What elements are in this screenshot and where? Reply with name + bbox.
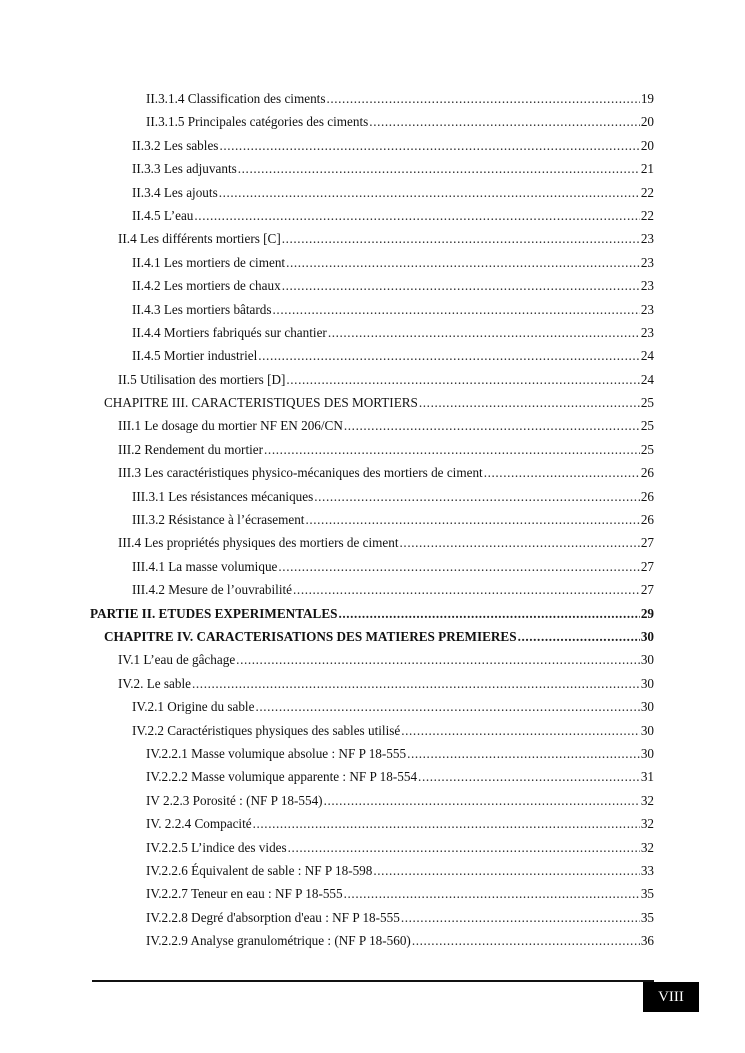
toc-entry-page: 32 bbox=[640, 816, 654, 832]
toc-entry-title: IV. 2.2.4 Compacité bbox=[146, 816, 252, 832]
toc-entry[interactable] bbox=[118, 672, 654, 695]
toc-entry-page: 20 bbox=[640, 114, 654, 130]
toc-dot-leader bbox=[400, 531, 640, 554]
toc-dot-leader bbox=[253, 812, 640, 835]
toc-entry[interactable] bbox=[146, 836, 654, 859]
toc-entry[interactable] bbox=[146, 812, 654, 835]
footer-rule bbox=[92, 980, 654, 982]
toc-entry-page: 27 bbox=[640, 582, 654, 598]
toc-entry[interactable] bbox=[132, 134, 654, 157]
toc-entry-title: III.1 Le dosage du mortier NF EN 206/CN bbox=[118, 418, 343, 434]
toc-entry[interactable] bbox=[146, 742, 654, 765]
toc-dot-leader bbox=[219, 134, 639, 157]
toc-entry[interactable] bbox=[146, 87, 654, 110]
toc-entry[interactable] bbox=[132, 321, 654, 344]
toc-entry-page: 30 bbox=[640, 722, 654, 738]
toc-entry[interactable] bbox=[146, 929, 654, 952]
toc-entry-page: 25 bbox=[640, 418, 654, 434]
toc-entry[interactable] bbox=[132, 508, 654, 531]
toc-entry-title: IV.2.1 Origine du sable bbox=[132, 699, 255, 715]
toc-entry-title: II.3.2 Les sables bbox=[132, 137, 219, 153]
toc-entry[interactable] bbox=[118, 368, 654, 391]
toc-entry[interactable] bbox=[90, 602, 654, 625]
toc-entry[interactable] bbox=[132, 298, 654, 321]
toc-entry[interactable] bbox=[132, 485, 654, 508]
toc-entry[interactable] bbox=[146, 859, 654, 882]
toc-entry-title: IV.2.2.9 Analyse granulométrique : (NF P 18-560) bbox=[146, 933, 411, 949]
toc-entry-title: IV.2. Le sable bbox=[118, 675, 191, 691]
toc-entry-title: CHAPITRE IV. CARACTERISATIONS DES MATIERES PREMIERES bbox=[104, 628, 517, 644]
toc-dot-leader bbox=[194, 204, 639, 227]
toc-entry-page: 21 bbox=[640, 161, 654, 177]
toc-dot-leader bbox=[401, 719, 640, 742]
toc-entry[interactable] bbox=[104, 391, 654, 414]
toc-entry-title: II.3.4 Les ajouts bbox=[132, 184, 218, 200]
toc-entry-title: II.5 Utilisation des mortiers [D] bbox=[118, 371, 286, 387]
toc-entry[interactable] bbox=[118, 648, 654, 671]
toc-dot-leader bbox=[282, 227, 640, 250]
toc-entry-page: 24 bbox=[640, 371, 654, 387]
toc-entry-title: IV.2.2.7 Teneur en eau : NF P 18-555 bbox=[146, 886, 343, 902]
toc-entry[interactable] bbox=[118, 531, 654, 554]
toc-entry-title: III.4 Les propriétés physiques des mortiers de ciment bbox=[118, 535, 399, 551]
toc-entry-page: 33 bbox=[640, 862, 654, 878]
toc-entry[interactable] bbox=[146, 765, 654, 788]
toc-dot-leader bbox=[219, 181, 640, 204]
toc-entry-title: IV.2.2.8 Degré d'absorption d'eau : NF P 18-555 bbox=[146, 909, 400, 925]
toc-entry-page: 29 bbox=[640, 605, 654, 621]
toc-entry-title: II.3.3 Les adjuvants bbox=[132, 161, 237, 177]
toc-dot-leader bbox=[278, 555, 639, 578]
toc-entry[interactable] bbox=[132, 274, 654, 297]
toc-entry[interactable] bbox=[132, 204, 654, 227]
toc-dot-leader bbox=[282, 274, 640, 297]
toc-dot-leader bbox=[314, 485, 640, 508]
toc-entry[interactable] bbox=[146, 882, 654, 905]
toc-entry[interactable] bbox=[132, 181, 654, 204]
toc-entry-page: 23 bbox=[640, 324, 654, 340]
toc-dot-leader bbox=[305, 508, 639, 531]
toc-entry-title: IV.1 L’eau de gâchage bbox=[118, 652, 236, 668]
toc-entry-page: 26 bbox=[640, 512, 654, 528]
toc-entry-title: II.4.5 L’eau bbox=[132, 207, 194, 223]
toc-dot-leader bbox=[344, 414, 640, 437]
toc-entry[interactable] bbox=[104, 625, 654, 648]
toc-dot-leader bbox=[373, 859, 639, 882]
toc-entry[interactable] bbox=[118, 227, 654, 250]
toc-entry-page: 23 bbox=[640, 278, 654, 294]
toc-entry[interactable] bbox=[132, 719, 654, 742]
toc-entry-page: 36 bbox=[640, 933, 654, 949]
table-of-contents bbox=[0, 87, 745, 952]
toc-dot-leader bbox=[192, 672, 640, 695]
toc-entry-title: IV 2.2.3 Porosité : (NF P 18-554) bbox=[146, 792, 323, 808]
toc-dot-leader bbox=[258, 344, 640, 367]
toc-entry-page: 27 bbox=[640, 535, 654, 551]
toc-dot-leader bbox=[286, 368, 639, 391]
toc-entry-title: II.4.1 Les mortiers de ciment bbox=[132, 254, 286, 270]
toc-entry-title: CHAPITRE III. CARACTERISTIQUES DES MORTIERS bbox=[104, 395, 418, 411]
toc-entry-page: 30 bbox=[640, 652, 654, 668]
toc-entry-title: II.4.3 Les mortiers bâtards bbox=[132, 301, 272, 317]
toc-entry-title: PARTIE II. ETUDES EXPERIMENTALES bbox=[90, 605, 338, 621]
toc-dot-leader bbox=[264, 438, 640, 461]
toc-entry-title: II.4.4 Mortiers fabriqués sur chantier bbox=[132, 324, 327, 340]
toc-entry-title: IV.2.2.5 L’indice des vides bbox=[146, 839, 287, 855]
toc-entry[interactable] bbox=[132, 344, 654, 367]
toc-dot-leader bbox=[236, 648, 640, 671]
toc-entry[interactable] bbox=[118, 414, 654, 437]
toc-entry-title: III.3.1 Les résistances mécaniques bbox=[132, 488, 314, 504]
toc-entry[interactable] bbox=[118, 438, 654, 461]
toc-entry-title: IV.2.2.2 Masse volumique apparente : NF P 18-554 bbox=[146, 769, 418, 785]
toc-entry-page: 22 bbox=[640, 184, 654, 200]
toc-entry-title: IV.2.2.1 Masse volumique absolue : NF P 18-555 bbox=[146, 745, 407, 761]
toc-entry-title: III.4.1 La masse volumique bbox=[132, 558, 278, 574]
toc-entry-page: 30 bbox=[640, 628, 654, 644]
toc-entry-page: 19 bbox=[640, 91, 654, 106]
toc-entry-page: 20 bbox=[640, 137, 654, 153]
page-number: VIII bbox=[643, 982, 699, 1012]
toc-entry-title: II.4.5 Mortier industriel bbox=[132, 348, 258, 364]
toc-dot-leader bbox=[326, 87, 639, 110]
toc-entry[interactable] bbox=[132, 251, 654, 274]
toc-dot-leader bbox=[412, 929, 640, 952]
toc-entry-page: 30 bbox=[640, 745, 654, 761]
toc-dot-leader bbox=[288, 836, 640, 859]
toc-entry-page: 25 bbox=[640, 395, 654, 411]
toc-entry-page: 31 bbox=[640, 769, 654, 785]
toc-dot-leader bbox=[286, 251, 640, 274]
toc-dot-leader bbox=[324, 789, 640, 812]
toc-entry[interactable] bbox=[132, 157, 654, 180]
toc-entry-title: IV.2.2 Caractéristiques physiques des sables utilisé bbox=[132, 722, 401, 738]
toc-entry-title: III.3.2 Résistance à l’écrasement bbox=[132, 512, 305, 528]
toc-entry[interactable] bbox=[146, 906, 654, 929]
toc-entry-page: 23 bbox=[640, 254, 654, 270]
toc-entry-page: 27 bbox=[640, 558, 654, 574]
toc-dot-leader bbox=[344, 882, 640, 905]
toc-entry-page: 25 bbox=[640, 441, 654, 457]
toc-entry[interactable] bbox=[146, 789, 654, 812]
toc-entry-title: III.3 Les caractéristiques physico-mécaniques des mortiers de ciment bbox=[118, 465, 483, 481]
toc-dot-leader bbox=[338, 602, 639, 625]
toc-entry-title: II.4.2 Les mortiers de chaux bbox=[132, 278, 281, 294]
toc-entry-title: IV.2.2.6 Équivalent de sable : NF P 18-598 bbox=[146, 862, 373, 878]
toc-entry[interactable] bbox=[118, 461, 654, 484]
toc-dot-leader bbox=[419, 391, 640, 414]
toc-dot-leader bbox=[238, 157, 640, 180]
toc-dot-leader bbox=[369, 110, 640, 133]
toc-dot-leader bbox=[484, 461, 640, 484]
toc-entry-page: 30 bbox=[640, 675, 654, 691]
toc-entry[interactable] bbox=[146, 110, 654, 133]
toc-dot-leader bbox=[293, 578, 640, 601]
toc-entry-page: 23 bbox=[640, 231, 654, 247]
toc-dot-leader bbox=[273, 298, 640, 321]
toc-dot-leader bbox=[255, 695, 639, 718]
toc-dot-leader bbox=[401, 906, 640, 929]
toc-entry-title: III.2 Rendement du mortier bbox=[118, 441, 264, 457]
toc-entry-title: II.3.1.5 Principales catégories des ciments bbox=[146, 114, 369, 130]
toc-entry[interactable] bbox=[132, 555, 654, 578]
toc-entry-page: 24 bbox=[640, 348, 654, 364]
toc-entry-page: 35 bbox=[640, 909, 654, 925]
toc-dot-leader bbox=[518, 625, 640, 648]
toc-entry-title: III.4.2 Mesure de l’ouvrabilité bbox=[132, 582, 293, 598]
toc-entry-page: 22 bbox=[640, 207, 654, 223]
toc-entry-page: 35 bbox=[640, 886, 654, 902]
toc-entry-page: 23 bbox=[640, 301, 654, 317]
toc-entry-page: 26 bbox=[640, 465, 654, 481]
toc-entry[interactable] bbox=[132, 695, 654, 718]
toc-entry-page: 32 bbox=[640, 839, 654, 855]
toc-entry-title: II.4 Les différents mortiers [C] bbox=[118, 231, 281, 247]
toc-dot-leader bbox=[328, 321, 640, 344]
toc-dot-leader bbox=[407, 742, 640, 765]
toc-entry-title: II.3.1.4 Classification des ciments bbox=[146, 91, 326, 106]
toc-entry-page: 26 bbox=[640, 488, 654, 504]
toc-dot-leader bbox=[418, 765, 640, 788]
toc-entry-page: 30 bbox=[640, 699, 654, 715]
toc-entry[interactable] bbox=[132, 578, 654, 601]
toc-entry-page: 32 bbox=[640, 792, 654, 808]
